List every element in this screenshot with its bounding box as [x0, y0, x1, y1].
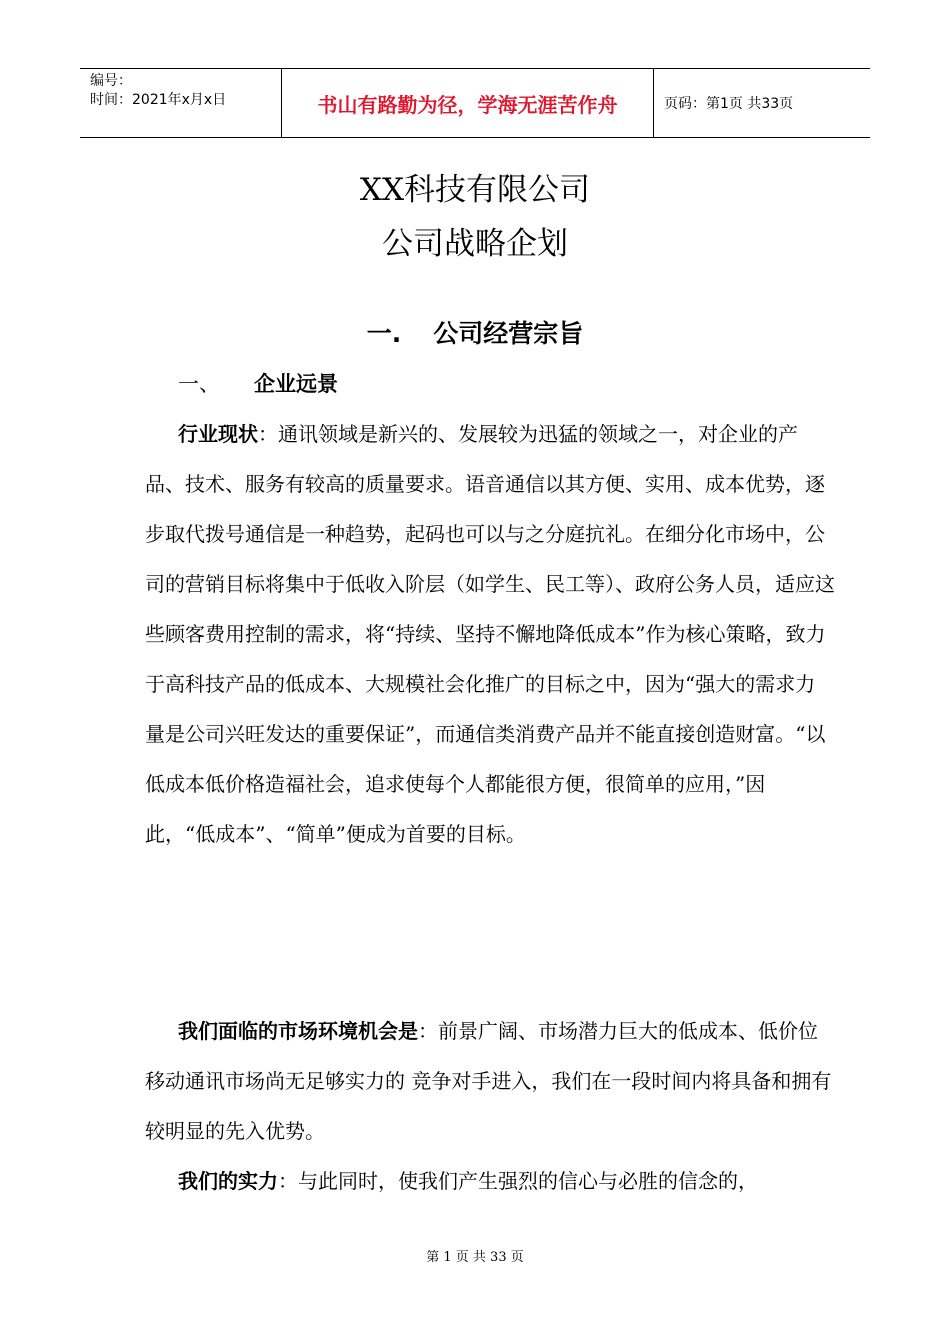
paragraph-lead: 我们面临的市场环境机会是	[178, 1019, 418, 1043]
header-meta	[80, 69, 281, 137]
subsection-heading	[178, 368, 338, 398]
header-page-info: 页码：第1页 共33页	[664, 96, 794, 112]
paragraph-lead: 行业现状	[178, 422, 258, 446]
document-subtitle: 公司战略企划	[382, 226, 568, 262]
subsection-title: 企业远景	[254, 372, 338, 396]
section-title: 公司经营宗旨	[433, 319, 584, 348]
section-number: 一.	[366, 319, 402, 348]
paragraph-text: ：前景广阔、市场潜力巨大的低成本、低价位移动通讯市场尚无足够实力的 竞争对手进入，我们在一段时间内将具备和拥有较明显的先入优势。	[145, 1019, 832, 1143]
header-number: 编号：	[90, 73, 132, 89]
paragraph-lead: 我们的实力	[178, 1169, 278, 1193]
paragraph-our-strength	[145, 1156, 835, 1206]
paragraph-text: ：通讯领域是新兴的、发展较为迅猛的领域之一，对企业的产品、技术、服务有较高的质量要求。语音通信以其方便、实用、成本优势，逐步取代拨号通信是一种趋势，起码也可以与之分庭抗礼。在细分化市场中，公司的营销目标将集中于低收入阶层（如学生、民工等）、政府公务人员，适应这些顾客费用控制的需求，将“持续、坚持不懈地降低成本”作为核心策略，致力于高科技产品的低成本、大规模社会化推广的目标之中，因为“强大的需求力量是公司兴旺发达的重要保证”，而通信类消费产品并不能直接创造财富。“以低成本低价格造福社会，追求使每个人都能很方便，很简单的应用，”因此，“低成本”、“简单”便成为首要的目标。	[145, 422, 835, 846]
page-header	[80, 68, 870, 138]
subsection-number: 一、	[178, 372, 220, 396]
header-time: 时间：2021年x月x日	[90, 92, 227, 108]
paragraph-market-opportunity	[145, 1006, 835, 1156]
paragraph-text: ：与此同时，使我们产生强烈的信心与必胜的信念的，	[278, 1169, 758, 1193]
page-footer: 第 1 页 共 33 页	[426, 1250, 524, 1265]
document-title: XX科技有限公司	[359, 172, 591, 208]
header-motto: 书山有路勤为径，学海无涯苦作舟	[281, 69, 654, 137]
section-heading	[0, 314, 950, 350]
paragraph-industry-status	[145, 409, 835, 859]
